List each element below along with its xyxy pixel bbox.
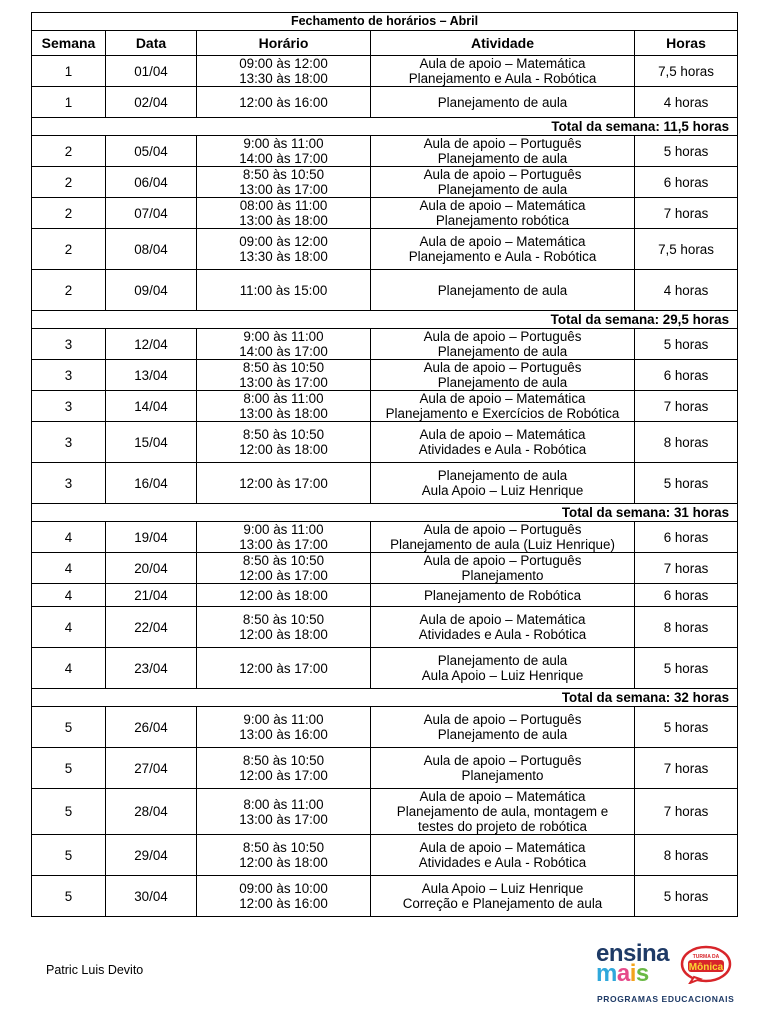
- horario-cell: [197, 553, 371, 584]
- atividade-cell: [371, 270, 635, 311]
- horario-cell: [197, 748, 371, 789]
- semana-cell: 5: [32, 835, 106, 876]
- horario-cell: [197, 136, 371, 167]
- horario-line: 8:00 às 11:00: [243, 391, 324, 406]
- week-total: Total da semana: 31 horas: [32, 504, 738, 522]
- horario-cell: [197, 391, 371, 422]
- table-row: [32, 229, 738, 270]
- atividade-line: Aula de apoio – Português: [423, 136, 582, 151]
- semana-cell: 3: [32, 360, 106, 391]
- horas-cell: 6 horas: [635, 167, 738, 198]
- horas-cell: 8 horas: [635, 607, 738, 648]
- atividade-line: Aula Apoio – Luiz Henrique: [421, 881, 584, 896]
- data-cell: 27/04: [106, 748, 197, 789]
- atividade-line: Planejamento de aula: [437, 375, 568, 390]
- table-row: [32, 463, 738, 504]
- atividade-cell: [371, 360, 635, 391]
- horario-line: 12:00 às 17:00: [239, 475, 328, 491]
- horario-line: 12:00 às 17:00: [239, 660, 328, 676]
- horario-line: 8:50 às 10:50: [242, 553, 325, 568]
- atividade-line: Aula de apoio – Português: [423, 553, 582, 568]
- ensina-mais-logo: [596, 942, 682, 990]
- horario-line: 8:00 às 11:00: [243, 796, 324, 812]
- data-cell: 20/04: [106, 553, 197, 584]
- atividade-cell: [371, 553, 635, 584]
- atividade-line: Aula de apoio – Matemática: [419, 612, 586, 627]
- atividade-line: Planejamento e Aula - Robótica: [408, 249, 597, 264]
- horario-cell: [197, 167, 371, 198]
- atividade-line: Planejamento robótica: [435, 213, 570, 228]
- atividade-line: Aula de apoio – Português: [423, 360, 582, 375]
- atividade-cell: [371, 607, 635, 648]
- atividade-line: Planejamento de aula: [437, 653, 568, 668]
- atividade-cell: [371, 422, 635, 463]
- semana-cell: 1: [32, 87, 106, 118]
- horas-cell: 5 horas: [635, 648, 738, 689]
- table-row: [32, 835, 738, 876]
- horario-line: 8:50 às 10:50: [242, 167, 325, 182]
- horario-line: 14:00 às 17:00: [239, 151, 328, 166]
- semana-cell: 4: [32, 553, 106, 584]
- semana-cell: 3: [32, 391, 106, 422]
- atividade-cell: [371, 198, 635, 229]
- atividade-cell: [371, 876, 635, 917]
- semana-cell: 3: [32, 463, 106, 504]
- atividade-cell: [371, 522, 635, 553]
- data-cell: 06/04: [106, 167, 197, 198]
- data-cell: 22/04: [106, 607, 197, 648]
- atividade-cell: [371, 391, 635, 422]
- data-cell: 05/04: [106, 136, 197, 167]
- semana-cell: 3: [32, 422, 106, 463]
- horas-cell: 5 horas: [635, 876, 738, 917]
- semana-cell: 2: [32, 136, 106, 167]
- atividade-cell: [371, 835, 635, 876]
- atividade-line: Planejamento: [461, 768, 544, 783]
- data-cell: 19/04: [106, 522, 197, 553]
- atividade-cell: [371, 463, 635, 504]
- atividade-line: Aula de apoio – Matemática: [419, 234, 586, 249]
- semana-cell: 5: [32, 789, 106, 835]
- data-cell: 30/04: [106, 876, 197, 917]
- atividade-cell: [371, 748, 635, 789]
- horario-line: 14:00 às 17:00: [239, 344, 328, 359]
- table-title: Fechamento de horários – Abril: [32, 13, 738, 31]
- atividade-cell: [371, 648, 635, 689]
- atividade-line: Planejamento de aula: [437, 151, 568, 166]
- horas-cell: 5 horas: [635, 463, 738, 504]
- table-row: [32, 553, 738, 584]
- atividade-cell: [371, 167, 635, 198]
- signature: Patric Luis Devito: [46, 963, 144, 977]
- horas-cell: 5 horas: [635, 329, 738, 360]
- atividade-line: Planejamento de aula: [437, 94, 568, 110]
- atividade-cell: [371, 87, 635, 118]
- data-cell: 21/04: [106, 584, 197, 607]
- horario-line: 12:00 às 18:00: [239, 587, 328, 603]
- horario-line: 8:50 às 10:50: [242, 427, 325, 442]
- horas-cell: 7 horas: [635, 391, 738, 422]
- horario-cell: [197, 56, 371, 87]
- logo-word-ensina: ensina: [596, 940, 670, 967]
- horario-line: 12:00 às 17:00: [239, 568, 328, 583]
- atividade-line: Planejamento: [461, 568, 544, 583]
- horas-cell: 5 horas: [635, 136, 738, 167]
- atividade-line: Aula de apoio – Matemática: [419, 427, 586, 442]
- atividade-line: Atividades e Aula - Robótica: [418, 855, 587, 870]
- atividade-cell: [371, 707, 635, 748]
- horario-line: 12:00 às 16:00: [239, 94, 328, 110]
- horario-line: 9:00 às 11:00: [243, 522, 324, 537]
- table-row: [32, 167, 738, 198]
- column-header-atividade: Atividade: [371, 31, 635, 56]
- horario-line: 9:00 às 11:00: [243, 329, 324, 344]
- atividade-line: Planejamento de aula, montagem e: [396, 804, 609, 819]
- table-row: [32, 56, 738, 87]
- data-cell: 02/04: [106, 87, 197, 118]
- week-total-row: [32, 118, 738, 136]
- horario-line: 13:00 às 18:00: [239, 406, 328, 421]
- table-row: [32, 87, 738, 118]
- hours-table: [31, 12, 738, 917]
- atividade-line: Aula Apoio – Luiz Henrique: [421, 668, 584, 683]
- data-cell: 15/04: [106, 422, 197, 463]
- atividade-cell: [371, 229, 635, 270]
- atividade-line: Aula de apoio – Português: [423, 712, 582, 727]
- atividade-line: Aula de apoio – Português: [423, 167, 582, 182]
- horario-line: 8:50 às 10:50: [242, 840, 325, 855]
- atividade-line: Atividades e Aula - Robótica: [418, 627, 587, 642]
- horario-line: 13:30 às 18:00: [239, 71, 328, 86]
- week-total-row: [32, 504, 738, 522]
- atividade-line: Aula de apoio – Matemática: [419, 391, 586, 406]
- horas-cell: 5 horas: [635, 707, 738, 748]
- data-cell: 12/04: [106, 329, 197, 360]
- horas-cell: 7 horas: [635, 748, 738, 789]
- table-row: [32, 422, 738, 463]
- atividade-line: Atividades e Aula - Robótica: [418, 442, 587, 457]
- table-row: [32, 876, 738, 917]
- week-total: Total da semana: 11,5 horas: [32, 118, 738, 136]
- horario-cell: [197, 584, 371, 607]
- horario-line: 13:00 às 17:00: [239, 182, 328, 197]
- atividade-line: Planejamento e Exercícios de Robótica: [385, 406, 620, 421]
- horario-line: 9:00 às 11:00: [243, 712, 324, 727]
- horas-cell: 6 horas: [635, 522, 738, 553]
- atividade-cell: [371, 329, 635, 360]
- horario-line: 13:00 às 17:00: [239, 811, 328, 827]
- horario-line: 12:00 às 18:00: [239, 627, 328, 642]
- horario-cell: [197, 463, 371, 504]
- semana-cell: 5: [32, 876, 106, 917]
- horario-line: 13:00 às 17:00: [239, 537, 328, 552]
- data-cell: 29/04: [106, 835, 197, 876]
- atividade-cell: [371, 584, 635, 607]
- horario-cell: [197, 707, 371, 748]
- horario-line: 12:00 às 16:00: [239, 896, 328, 911]
- horario-cell: [197, 329, 371, 360]
- atividade-cell: [371, 136, 635, 167]
- data-cell: 14/04: [106, 391, 197, 422]
- table-row: [32, 391, 738, 422]
- semana-cell: 3: [32, 329, 106, 360]
- horario-line: 13:00 às 16:00: [239, 727, 328, 742]
- atividade-line: Correção e Planejamento de aula: [402, 896, 603, 911]
- horario-line: 09:00 às 12:00: [239, 56, 328, 71]
- atividade-line: Planejamento de aula: [437, 727, 568, 742]
- horario-line: 13:30 às 18:00: [239, 249, 328, 264]
- table-row: [32, 748, 738, 789]
- horario-line: 09:00 às 12:00: [239, 234, 328, 249]
- horario-cell: [197, 876, 371, 917]
- week-total: Total da semana: 32 horas: [32, 689, 738, 707]
- semana-cell: 2: [32, 270, 106, 311]
- data-cell: 09/04: [106, 270, 197, 311]
- column-header-semana: Semana: [32, 31, 106, 56]
- horario-line: 13:00 às 18:00: [239, 213, 328, 228]
- horario-cell: [197, 270, 371, 311]
- atividade-line: Aula de apoio – Português: [423, 522, 582, 537]
- atividade-line: Planejamento de aula: [437, 182, 568, 197]
- data-cell: 08/04: [106, 229, 197, 270]
- semana-cell: 5: [32, 707, 106, 748]
- horario-cell: [197, 360, 371, 391]
- horario-cell: [197, 789, 371, 835]
- horas-cell: 7 horas: [635, 198, 738, 229]
- table-row: [32, 329, 738, 360]
- horario-line: 13:00 às 17:00: [239, 375, 328, 390]
- table-row: [32, 270, 738, 311]
- atividade-line: Aula Apoio – Luiz Henrique: [421, 483, 584, 498]
- semana-cell: 4: [32, 584, 106, 607]
- semana-cell: 2: [32, 229, 106, 270]
- horas-cell: 7,5 horas: [635, 229, 738, 270]
- week-total-row: [32, 689, 738, 707]
- semana-cell: 4: [32, 522, 106, 553]
- data-cell: 23/04: [106, 648, 197, 689]
- horas-cell: 8 horas: [635, 422, 738, 463]
- logo-tagline: PROGRAMAS EDUCACIONAIS: [597, 994, 735, 1004]
- atividade-line: Planejamento de aula: [437, 468, 568, 483]
- data-cell: 28/04: [106, 789, 197, 835]
- horario-cell: [197, 607, 371, 648]
- horas-cell: 7 horas: [635, 789, 738, 835]
- week-total-row: [32, 311, 738, 329]
- horario-cell: [197, 229, 371, 270]
- semana-cell: 4: [32, 607, 106, 648]
- horas-cell: 4 horas: [635, 87, 738, 118]
- horario-line: 8:50 às 10:50: [242, 612, 325, 627]
- atividade-line: Planejamento e Aula - Robótica: [408, 71, 597, 86]
- horas-cell: 7 horas: [635, 553, 738, 584]
- atividade-cell: [371, 789, 635, 835]
- horas-cell: 4 horas: [635, 270, 738, 311]
- turma-da-monica-logo: [680, 944, 732, 984]
- atividade-line: Planejamento de aula (Luiz Henrique): [390, 537, 615, 552]
- logo-word-mais: mais: [596, 960, 649, 987]
- week-total: Total da semana: 29,5 horas: [32, 311, 738, 329]
- data-cell: 26/04: [106, 707, 197, 748]
- atividade-line: testes do projeto de robótica: [418, 819, 587, 834]
- table-row: [32, 707, 738, 748]
- table-row: [32, 607, 738, 648]
- semana-cell: 2: [32, 167, 106, 198]
- horario-cell: [197, 87, 371, 118]
- horario-cell: [197, 648, 371, 689]
- horario-line: 08:00 às 11:00: [239, 198, 328, 213]
- horario-cell: [197, 422, 371, 463]
- atividade-line: Planejamento de aula: [437, 344, 568, 359]
- svg-text:TURMA DA: TURMA DA: [692, 954, 720, 960]
- column-header-horario: Horário: [197, 31, 371, 56]
- horario-line: 12:00 às 18:00: [239, 855, 328, 870]
- semana-cell: 4: [32, 648, 106, 689]
- horas-cell: 6 horas: [635, 584, 738, 607]
- table-row: [32, 360, 738, 391]
- horario-line: 8:50 às 10:50: [242, 753, 325, 768]
- semana-cell: 2: [32, 198, 106, 229]
- horario-line: 11:00 às 15:00: [239, 282, 328, 298]
- table-row: [32, 789, 738, 835]
- atividade-line: Aula de apoio – Português: [423, 329, 582, 344]
- table-row: [32, 648, 738, 689]
- atividade-line: Aula de apoio – Matemática: [419, 789, 586, 804]
- semana-cell: 5: [32, 748, 106, 789]
- horario-line: 8:50 às 10:50: [242, 360, 325, 375]
- table-row: [32, 136, 738, 167]
- horario-line: 12:00 às 17:00: [239, 768, 328, 783]
- table-header-row: [32, 31, 738, 56]
- column-header-horas: Horas: [635, 31, 738, 56]
- svg-text:Mônica: Mônica: [688, 962, 724, 973]
- atividade-line: Aula de apoio – Matemática: [419, 56, 586, 71]
- horario-cell: [197, 835, 371, 876]
- horas-cell: 6 horas: [635, 360, 738, 391]
- horas-cell: 8 horas: [635, 835, 738, 876]
- atividade-line: Aula de apoio – Matemática: [419, 840, 586, 855]
- horario-line: 9:00 às 11:00: [243, 136, 324, 151]
- data-cell: 16/04: [106, 463, 197, 504]
- atividade-cell: [371, 56, 635, 87]
- table-row: [32, 198, 738, 229]
- horario-line: 12:00 às 18:00: [239, 442, 328, 457]
- horario-cell: [197, 522, 371, 553]
- atividade-line: Planejamento de Robótica: [423, 587, 582, 603]
- atividade-line: Planejamento de aula: [437, 282, 568, 298]
- data-cell: 13/04: [106, 360, 197, 391]
- data-cell: 07/04: [106, 198, 197, 229]
- horas-cell: 7,5 horas: [635, 56, 738, 87]
- atividade-line: Aula de apoio – Matemática: [419, 198, 586, 213]
- atividade-line: Aula de apoio – Português: [423, 753, 582, 768]
- column-header-data: Data: [106, 31, 197, 56]
- table-row: [32, 522, 738, 553]
- horario-cell: [197, 198, 371, 229]
- semana-cell: 1: [32, 56, 106, 87]
- table-row: [32, 584, 738, 607]
- data-cell: 01/04: [106, 56, 197, 87]
- horario-line: 09:00 às 10:00: [239, 881, 328, 896]
